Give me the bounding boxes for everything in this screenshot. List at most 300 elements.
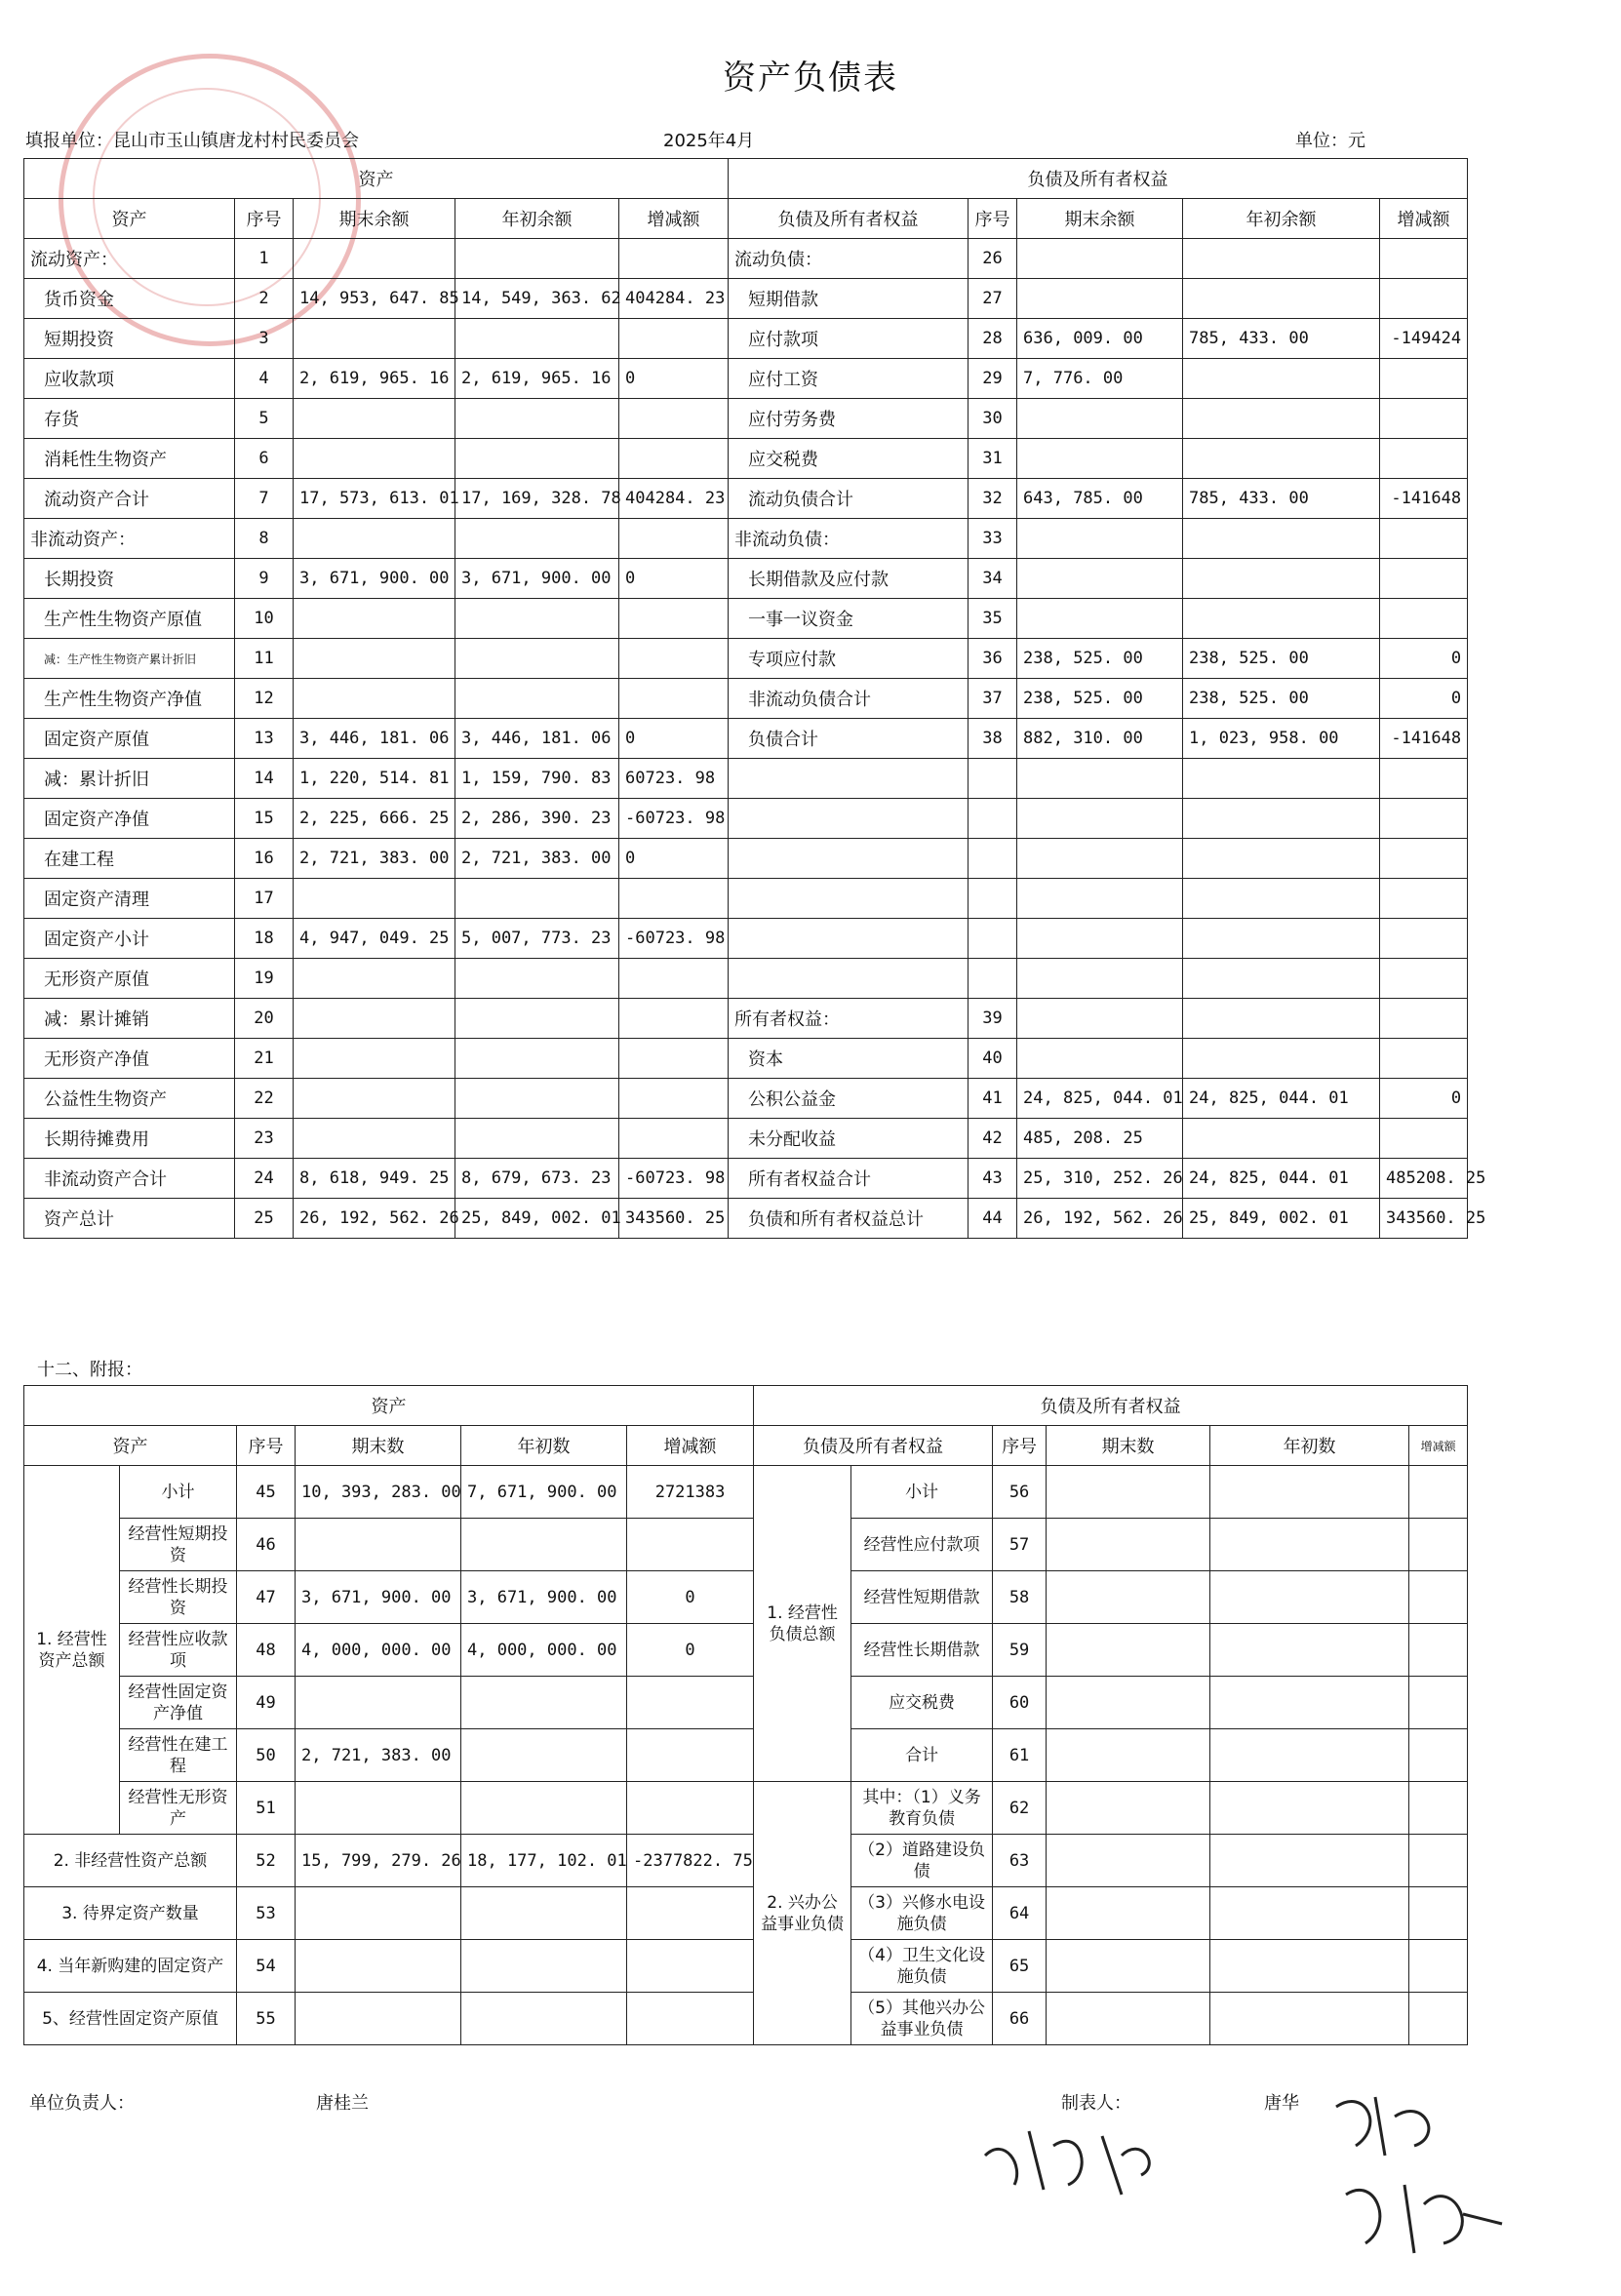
row-label: 应收款项 bbox=[24, 359, 235, 399]
table-cell: 35 bbox=[969, 599, 1017, 639]
col-header: 增减额 bbox=[619, 199, 729, 239]
table-cell: 2, 721, 383. 00 bbox=[455, 839, 619, 879]
row-label: 无形资产净值 bbox=[24, 1039, 235, 1079]
row-label: 无形资产原值 bbox=[24, 959, 235, 999]
table-cell: 8 bbox=[235, 519, 294, 559]
row-label: 经营性短期借款 bbox=[851, 1571, 993, 1624]
table-cell bbox=[969, 959, 1017, 999]
table-row bbox=[24, 1940, 1468, 1993]
appendix-assets-header: 资产 bbox=[24, 1386, 754, 1426]
table-cell bbox=[1380, 839, 1468, 879]
row-label: 经营性在建工程 bbox=[120, 1729, 237, 1782]
col-header: 期末余额 bbox=[1017, 199, 1183, 239]
table-cell: -141648 bbox=[1380, 479, 1468, 519]
table-cell: 43 bbox=[969, 1159, 1017, 1199]
row-label: 短期投资 bbox=[24, 319, 235, 359]
row-label: 减：生产性生物资产累计折旧 bbox=[24, 639, 235, 679]
table-cell: 45 bbox=[237, 1466, 296, 1519]
table-cell bbox=[1380, 999, 1468, 1039]
table-cell: 4, 947, 049. 25 bbox=[294, 919, 455, 959]
row-label: （4）卫生文化设施负债 bbox=[851, 1940, 993, 1993]
table-cell bbox=[619, 1079, 729, 1119]
table-cell bbox=[1210, 1887, 1409, 1940]
table-cell bbox=[1183, 439, 1380, 479]
row-label: 在建工程 bbox=[24, 839, 235, 879]
liab-group-label: 2. 兴办公益事业负债 bbox=[754, 1782, 851, 2045]
table-cell: 51 bbox=[237, 1782, 296, 1835]
table-cell: 14 bbox=[235, 759, 294, 799]
assets-group-header: 资产 bbox=[24, 159, 729, 199]
table-cell: 7, 671, 900. 00 bbox=[461, 1466, 627, 1519]
table-cell bbox=[455, 1119, 619, 1159]
table-cell: 56 bbox=[993, 1466, 1047, 1519]
table-cell bbox=[619, 639, 729, 679]
liab-group-label: 1. 经营性负债总额 bbox=[754, 1466, 851, 1782]
table-cell bbox=[455, 319, 619, 359]
table-cell bbox=[1183, 1039, 1380, 1079]
table-cell: 643, 785. 00 bbox=[1017, 479, 1183, 519]
col-header: 资产 bbox=[24, 199, 235, 239]
table-cell bbox=[296, 1519, 461, 1571]
table-cell: 27 bbox=[969, 279, 1017, 319]
table-cell: 4, 000, 000. 00 bbox=[461, 1624, 627, 1677]
table-cell bbox=[1409, 1887, 1468, 1940]
row-label: 短期借款 bbox=[729, 279, 969, 319]
table-row bbox=[24, 1119, 1468, 1159]
table-cell bbox=[1017, 559, 1183, 599]
table-cell bbox=[619, 679, 729, 719]
table-cell bbox=[455, 1039, 619, 1079]
table-cell: 3, 446, 181. 06 bbox=[294, 719, 455, 759]
col-header: 负债及所有者权益 bbox=[729, 199, 969, 239]
table-cell bbox=[455, 999, 619, 1039]
table-row bbox=[24, 1835, 1468, 1887]
table-cell bbox=[455, 1079, 619, 1119]
table-cell bbox=[969, 919, 1017, 959]
row-label: 非流动资产： bbox=[24, 519, 235, 559]
table-cell bbox=[1017, 919, 1183, 959]
table-cell: 10, 393, 283. 00 bbox=[296, 1466, 461, 1519]
table-cell bbox=[1380, 759, 1468, 799]
table-cell bbox=[1183, 519, 1380, 559]
row-label: 减：累计摊销 bbox=[24, 999, 235, 1039]
table-cell: 33 bbox=[969, 519, 1017, 559]
table-cell: 20 bbox=[235, 999, 294, 1039]
table-cell: 2, 286, 390. 23 bbox=[455, 799, 619, 839]
table-cell: 17, 573, 613. 01 bbox=[294, 479, 455, 519]
table-cell bbox=[1380, 359, 1468, 399]
table-cell bbox=[1380, 919, 1468, 959]
table-cell: 53 bbox=[237, 1887, 296, 1940]
table-cell bbox=[455, 239, 619, 279]
table-cell bbox=[1380, 559, 1468, 599]
table-cell bbox=[1017, 279, 1183, 319]
table-cell bbox=[455, 679, 619, 719]
row-label: 经营性无形资产 bbox=[120, 1782, 237, 1835]
row-label: （5）其他兴办公益事业负债 bbox=[851, 1993, 993, 2045]
table-row bbox=[24, 239, 1468, 279]
table-row bbox=[24, 1466, 1468, 1519]
table-cell bbox=[1380, 439, 1468, 479]
col-header: 年初数 bbox=[1210, 1426, 1409, 1466]
handwritten-signature-1 bbox=[975, 2097, 1170, 2208]
table-cell: 24 bbox=[235, 1159, 294, 1199]
table-cell bbox=[1183, 759, 1380, 799]
table-cell: 238, 525. 00 bbox=[1183, 679, 1380, 719]
row-label: 负债和所有者权益总计 bbox=[729, 1199, 969, 1239]
table-cell: 49 bbox=[237, 1677, 296, 1729]
table-cell bbox=[1210, 1466, 1409, 1519]
table-cell bbox=[969, 839, 1017, 879]
table-cell bbox=[1047, 1519, 1210, 1571]
table-cell bbox=[969, 799, 1017, 839]
row-label: 合计 bbox=[851, 1729, 993, 1782]
table-cell bbox=[294, 439, 455, 479]
table-cell bbox=[1210, 1624, 1409, 1677]
table-cell: 15, 799, 279. 26 bbox=[296, 1835, 461, 1887]
table-cell bbox=[296, 1940, 461, 1993]
table-row bbox=[24, 1624, 1468, 1677]
table-cell bbox=[1183, 879, 1380, 919]
table-row bbox=[24, 959, 1468, 999]
table-cell bbox=[294, 399, 455, 439]
table-cell: 39 bbox=[969, 999, 1017, 1039]
table-cell: 25, 310, 252. 26 bbox=[1017, 1159, 1183, 1199]
table-cell: 48 bbox=[237, 1624, 296, 1677]
table-cell bbox=[455, 599, 619, 639]
table-row bbox=[24, 359, 1468, 399]
row-label bbox=[729, 879, 969, 919]
table-cell bbox=[619, 999, 729, 1039]
table-cell bbox=[1047, 1940, 1210, 1993]
table-cell bbox=[296, 1887, 461, 1940]
table-cell bbox=[1183, 239, 1380, 279]
table-cell: 5, 007, 773. 23 bbox=[455, 919, 619, 959]
table-cell: -141648 bbox=[1380, 719, 1468, 759]
table-cell: 8, 618, 949. 25 bbox=[294, 1159, 455, 1199]
table-cell bbox=[969, 759, 1017, 799]
table-cell: 0 bbox=[619, 559, 729, 599]
table-row bbox=[24, 679, 1468, 719]
table-cell: 52 bbox=[237, 1835, 296, 1887]
row-label: 长期借款及应付款 bbox=[729, 559, 969, 599]
table-cell bbox=[1210, 1677, 1409, 1729]
table-cell: 17 bbox=[235, 879, 294, 919]
table-cell: 16 bbox=[235, 839, 294, 879]
table-cell: 42 bbox=[969, 1119, 1017, 1159]
table-row bbox=[24, 1729, 1468, 1782]
col-header: 增减额 bbox=[1409, 1426, 1468, 1466]
table-cell: 66 bbox=[993, 1993, 1047, 2045]
row-label: 经营性应付款项 bbox=[851, 1519, 993, 1571]
table-cell: 3, 671, 900. 00 bbox=[294, 559, 455, 599]
table-cell bbox=[1047, 1887, 1210, 1940]
table-cell bbox=[1409, 1677, 1468, 1729]
table-cell bbox=[1017, 999, 1183, 1039]
table-cell bbox=[1183, 839, 1380, 879]
asset-group-label: 1. 经营性资产总额 bbox=[24, 1466, 120, 1835]
table-cell: 50 bbox=[237, 1729, 296, 1782]
unit-head-label: 单位负责人： bbox=[29, 2093, 135, 2114]
table-cell bbox=[294, 639, 455, 679]
table-cell bbox=[455, 519, 619, 559]
table-cell bbox=[1017, 799, 1183, 839]
table-cell: 10 bbox=[235, 599, 294, 639]
table-cell bbox=[1017, 399, 1183, 439]
table-cell bbox=[294, 319, 455, 359]
table-cell: -2377822. 75 bbox=[627, 1835, 754, 1887]
row-label: 存货 bbox=[24, 399, 235, 439]
row-label: 应付款项 bbox=[729, 319, 969, 359]
row-label: 应付劳务费 bbox=[729, 399, 969, 439]
table-cell: 785, 433. 00 bbox=[1183, 319, 1380, 359]
table-cell bbox=[461, 1940, 627, 1993]
table-cell bbox=[619, 519, 729, 559]
table-cell: 36 bbox=[969, 639, 1017, 679]
table-cell bbox=[294, 959, 455, 999]
table-cell: 0 bbox=[1380, 639, 1468, 679]
row-label: 经营性长期借款 bbox=[851, 1624, 993, 1677]
table-cell bbox=[455, 439, 619, 479]
table-cell bbox=[294, 1079, 455, 1119]
table-cell bbox=[1017, 439, 1183, 479]
row-label bbox=[729, 799, 969, 839]
row-label: 负债合计 bbox=[729, 719, 969, 759]
table-cell: 23 bbox=[235, 1119, 294, 1159]
table-cell bbox=[969, 879, 1017, 919]
table-cell bbox=[1183, 399, 1380, 439]
table-cell bbox=[1047, 1729, 1210, 1782]
table-cell: 17, 169, 328. 78 bbox=[455, 479, 619, 519]
row-label bbox=[729, 959, 969, 999]
table-cell: 34 bbox=[969, 559, 1017, 599]
table-cell bbox=[619, 439, 729, 479]
table-row bbox=[24, 1993, 1468, 2045]
table-row bbox=[24, 799, 1468, 839]
table-cell: -60723. 98 bbox=[619, 799, 729, 839]
table-cell: 14, 549, 363. 62 bbox=[455, 279, 619, 319]
table-cell: 785, 433. 00 bbox=[1183, 479, 1380, 519]
table-cell: 14, 953, 647. 85 bbox=[294, 279, 455, 319]
col-header: 期末数 bbox=[296, 1426, 461, 1466]
table-cell bbox=[1047, 1624, 1210, 1677]
table-cell bbox=[627, 1782, 754, 1835]
table-cell bbox=[1409, 1624, 1468, 1677]
table-cell bbox=[296, 1677, 461, 1729]
row-label: 流动资产： bbox=[24, 239, 235, 279]
col-header: 期末余额 bbox=[294, 199, 455, 239]
table-row bbox=[24, 279, 1468, 319]
row-label: 非流动负债合计 bbox=[729, 679, 969, 719]
table-cell: 55 bbox=[237, 1993, 296, 2045]
table-cell: 5 bbox=[235, 399, 294, 439]
appendix-label: 十二、附报： bbox=[37, 1360, 142, 1380]
table-cell: 63 bbox=[993, 1835, 1047, 1887]
table-cell: 0 bbox=[619, 359, 729, 399]
col-header: 负债及所有者权益 bbox=[754, 1426, 993, 1466]
row-label: 小计 bbox=[120, 1466, 237, 1519]
table-cell bbox=[461, 1782, 627, 1835]
table-cell bbox=[1017, 959, 1183, 999]
col-header: 年初余额 bbox=[455, 199, 619, 239]
table-row bbox=[24, 1079, 1468, 1119]
row-label: 固定资产小计 bbox=[24, 919, 235, 959]
table-cell bbox=[1210, 1993, 1409, 2045]
table-row bbox=[24, 839, 1468, 879]
table-cell bbox=[294, 879, 455, 919]
table-cell: 0 bbox=[627, 1571, 754, 1624]
table-cell bbox=[1409, 1940, 1468, 1993]
row-label: 2. 非经营性资产总额 bbox=[24, 1835, 237, 1887]
table-cell bbox=[1017, 599, 1183, 639]
table-cell: 24, 825, 044. 01 bbox=[1183, 1159, 1380, 1199]
table-cell bbox=[455, 399, 619, 439]
table-row bbox=[24, 1039, 1468, 1079]
table-cell bbox=[1380, 799, 1468, 839]
row-label: 公益性生物资产 bbox=[24, 1079, 235, 1119]
table-cell bbox=[1409, 1571, 1468, 1624]
table-cell: 7 bbox=[235, 479, 294, 519]
maker-label: 制表人： bbox=[1061, 2093, 1131, 2114]
table-cell bbox=[1017, 879, 1183, 919]
currency-unit: 单位：元 bbox=[1295, 131, 1365, 151]
row-label: 经营性应收款项 bbox=[120, 1624, 237, 1677]
col-header: 序号 bbox=[235, 199, 294, 239]
row-label: 一事一议资金 bbox=[729, 599, 969, 639]
table-cell bbox=[627, 1993, 754, 2045]
table-cell bbox=[619, 879, 729, 919]
table-cell: 0 bbox=[619, 839, 729, 879]
table-cell: 404284. 23 bbox=[619, 479, 729, 519]
row-label: 固定资产原值 bbox=[24, 719, 235, 759]
page-title: 资产负债表 bbox=[723, 59, 898, 98]
table-cell bbox=[1409, 1519, 1468, 1571]
table-cell: 18, 177, 102. 01 bbox=[461, 1835, 627, 1887]
appendix-table bbox=[23, 1385, 1468, 2045]
table-cell: 12 bbox=[235, 679, 294, 719]
row-label: 非流动负债： bbox=[729, 519, 969, 559]
table-cell bbox=[461, 1519, 627, 1571]
row-label: 资本 bbox=[729, 1039, 969, 1079]
table-cell: 15 bbox=[235, 799, 294, 839]
table-cell bbox=[1017, 1039, 1183, 1079]
row-label: 固定资产净值 bbox=[24, 799, 235, 839]
row-label: 流动负债合计 bbox=[729, 479, 969, 519]
table-cell: 44 bbox=[969, 1199, 1017, 1239]
unit-head-name: 唐桂兰 bbox=[316, 2093, 369, 2114]
table-cell bbox=[1409, 1993, 1468, 2045]
row-label: 经营性固定资产净值 bbox=[120, 1677, 237, 1729]
table-cell bbox=[1183, 559, 1380, 599]
table-row bbox=[24, 519, 1468, 559]
table-row bbox=[24, 1199, 1468, 1239]
table-cell: 1, 159, 790. 83 bbox=[455, 759, 619, 799]
col-header: 序号 bbox=[969, 199, 1017, 239]
table-cell bbox=[1210, 1571, 1409, 1624]
table-cell: 60723. 98 bbox=[619, 759, 729, 799]
table-cell: 2 bbox=[235, 279, 294, 319]
col-header: 期末数 bbox=[1047, 1426, 1210, 1466]
table-cell bbox=[1409, 1782, 1468, 1835]
handwritten-signature-2 bbox=[1326, 2078, 1522, 2276]
table-cell: 57 bbox=[993, 1519, 1047, 1571]
table-cell bbox=[1017, 519, 1183, 559]
table-cell: 1 bbox=[235, 239, 294, 279]
table-cell: 11 bbox=[235, 639, 294, 679]
table-cell: 22 bbox=[235, 1079, 294, 1119]
table-cell: 6 bbox=[235, 439, 294, 479]
table-row bbox=[24, 439, 1468, 479]
table-cell: 13 bbox=[235, 719, 294, 759]
report-date: 2025年4月 bbox=[663, 131, 755, 151]
row-label: 流动资产合计 bbox=[24, 479, 235, 519]
col-header: 序号 bbox=[237, 1426, 296, 1466]
table-cell bbox=[294, 999, 455, 1039]
row-label: 长期投资 bbox=[24, 559, 235, 599]
table-cell: -60723. 98 bbox=[619, 1159, 729, 1199]
row-label: （3）兴修水电设施负债 bbox=[851, 1887, 993, 1940]
table-cell: 3 bbox=[235, 319, 294, 359]
table-cell bbox=[1380, 959, 1468, 999]
table-row bbox=[24, 999, 1468, 1039]
row-label: 货币资金 bbox=[24, 279, 235, 319]
table-cell: 2, 225, 666. 25 bbox=[294, 799, 455, 839]
table-row bbox=[24, 639, 1468, 679]
table-cell: 343560. 25 bbox=[619, 1199, 729, 1239]
row-label: 其中：（1）义务教育负债 bbox=[851, 1782, 993, 1835]
table-cell bbox=[461, 1887, 627, 1940]
table-row bbox=[24, 1159, 1468, 1199]
table-cell: 9 bbox=[235, 559, 294, 599]
table-cell bbox=[1047, 1993, 1210, 2045]
table-cell bbox=[1210, 1835, 1409, 1887]
table-cell: 26, 192, 562. 26 bbox=[294, 1199, 455, 1239]
table-cell: 3, 671, 900. 00 bbox=[455, 559, 619, 599]
col-header: 增减额 bbox=[1380, 199, 1468, 239]
table-cell: 238, 525. 00 bbox=[1017, 679, 1183, 719]
table-cell: 2, 619, 965. 16 bbox=[294, 359, 455, 399]
table-cell bbox=[619, 1039, 729, 1079]
table-cell bbox=[1017, 759, 1183, 799]
table-cell bbox=[1047, 1466, 1210, 1519]
table-row bbox=[24, 319, 1468, 359]
table-cell bbox=[1047, 1782, 1210, 1835]
table-cell: 37 bbox=[969, 679, 1017, 719]
table-cell bbox=[627, 1677, 754, 1729]
table-cell bbox=[619, 1119, 729, 1159]
table-cell: 25, 849, 002. 01 bbox=[455, 1199, 619, 1239]
row-label bbox=[729, 839, 969, 879]
table-cell: 7, 776. 00 bbox=[1017, 359, 1183, 399]
table-cell: 29 bbox=[969, 359, 1017, 399]
table-cell bbox=[294, 519, 455, 559]
table-cell: 25 bbox=[235, 1199, 294, 1239]
table-cell bbox=[619, 239, 729, 279]
table-cell: 47 bbox=[237, 1571, 296, 1624]
table-cell: 882, 310. 00 bbox=[1017, 719, 1183, 759]
table-cell: 26 bbox=[969, 239, 1017, 279]
table-cell bbox=[461, 1729, 627, 1782]
table-cell bbox=[455, 639, 619, 679]
table-cell: 24, 825, 044. 01 bbox=[1183, 1079, 1380, 1119]
table-cell: 32 bbox=[969, 479, 1017, 519]
table-cell: 238, 525. 00 bbox=[1183, 639, 1380, 679]
row-label: 资产总计 bbox=[24, 1199, 235, 1239]
table-cell bbox=[1183, 919, 1380, 959]
table-cell bbox=[461, 1677, 627, 1729]
table-cell bbox=[627, 1729, 754, 1782]
table-cell bbox=[619, 399, 729, 439]
